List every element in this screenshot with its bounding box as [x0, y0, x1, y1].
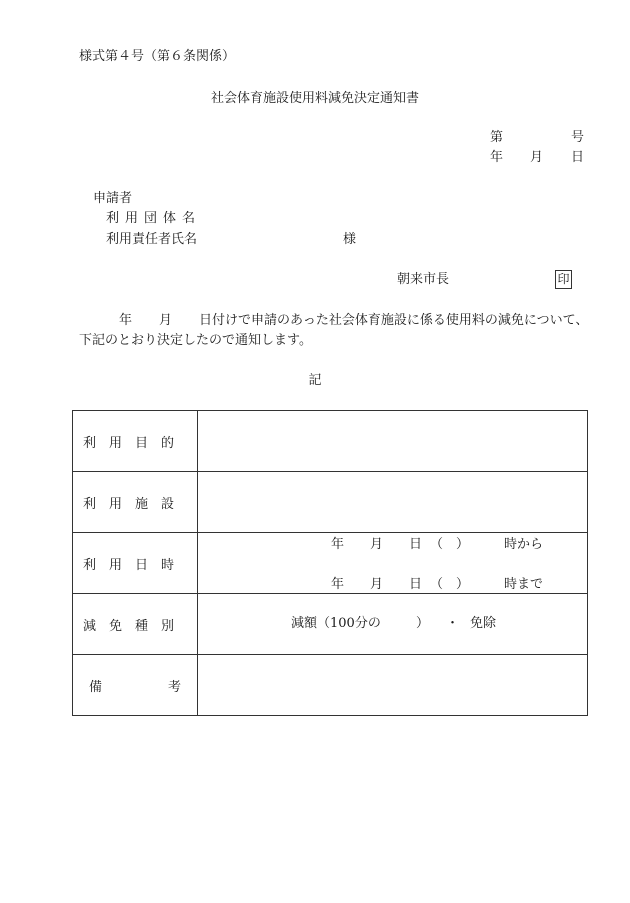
table-row: [73, 655, 588, 716]
to-time: 時まで: [504, 577, 544, 592]
doc-number-suffix: 号: [571, 130, 585, 145]
applicant-heading: 申請者: [93, 191, 133, 206]
from-day: 日: [409, 537, 423, 552]
value-datetime: [198, 533, 588, 594]
body-year: 年: [119, 313, 133, 328]
reduction-options: [198, 616, 588, 632]
issue-date-day: 日: [571, 150, 585, 165]
value-reduction-type: [198, 594, 588, 655]
issuer-title: 朝来市長: [397, 272, 450, 287]
datetime-from: [198, 537, 588, 553]
body-month: 月: [159, 313, 173, 328]
to-month: 月: [370, 577, 384, 592]
table-row: [73, 411, 588, 472]
label-reduction-type: 減免種別: [73, 594, 198, 655]
details-table: [72, 410, 588, 716]
issue-date-year: 年: [490, 150, 504, 165]
from-month: 月: [370, 537, 384, 552]
from-weekday: （ ）: [430, 537, 470, 552]
table-row: [73, 533, 588, 594]
value-purpose: [198, 411, 588, 472]
org-name-label: 利用団体名: [106, 211, 202, 226]
reduction-exempt: 免除: [470, 616, 497, 631]
table-row: [73, 472, 588, 533]
ki-heading: 記: [308, 373, 322, 388]
reduction-separator: ・: [446, 616, 460, 631]
reduction-close: ）: [416, 616, 430, 631]
issue-date-month: 月: [530, 150, 544, 165]
label-remarks: 備考: [73, 655, 198, 716]
datetime-to: [198, 577, 588, 593]
reduction-partial: 減額（100分の: [291, 616, 381, 631]
table-row: [73, 594, 588, 655]
to-day: 日: [409, 577, 423, 592]
value-facility: [198, 472, 588, 533]
from-year: 年: [331, 537, 345, 552]
seal-stamp: 印: [555, 270, 572, 289]
rep-name-label: 利用責任者氏名: [106, 232, 198, 247]
form-number: 様式第４号（第６条関係）: [79, 49, 236, 64]
doc-number-label: 第: [490, 130, 504, 145]
label-datetime: 利用日時: [73, 533, 198, 594]
body-text-line2: 下記のとおり決定したので通知します。: [79, 333, 312, 348]
label-purpose: 利用目的: [73, 411, 198, 472]
honorific: 様: [343, 232, 357, 247]
to-year: 年: [331, 577, 345, 592]
label-facility: 利用施設: [73, 472, 198, 533]
to-weekday: （ ）: [430, 577, 470, 592]
document-title: 社会体育施設使用料減免決定通知書: [210, 91, 419, 106]
from-time: 時から: [504, 537, 544, 552]
body-text-line1: [79, 313, 599, 329]
value-remarks: [198, 655, 588, 716]
body-text: 日付けで申請のあった社会体育施設に係る使用料の減免について、: [199, 313, 589, 328]
